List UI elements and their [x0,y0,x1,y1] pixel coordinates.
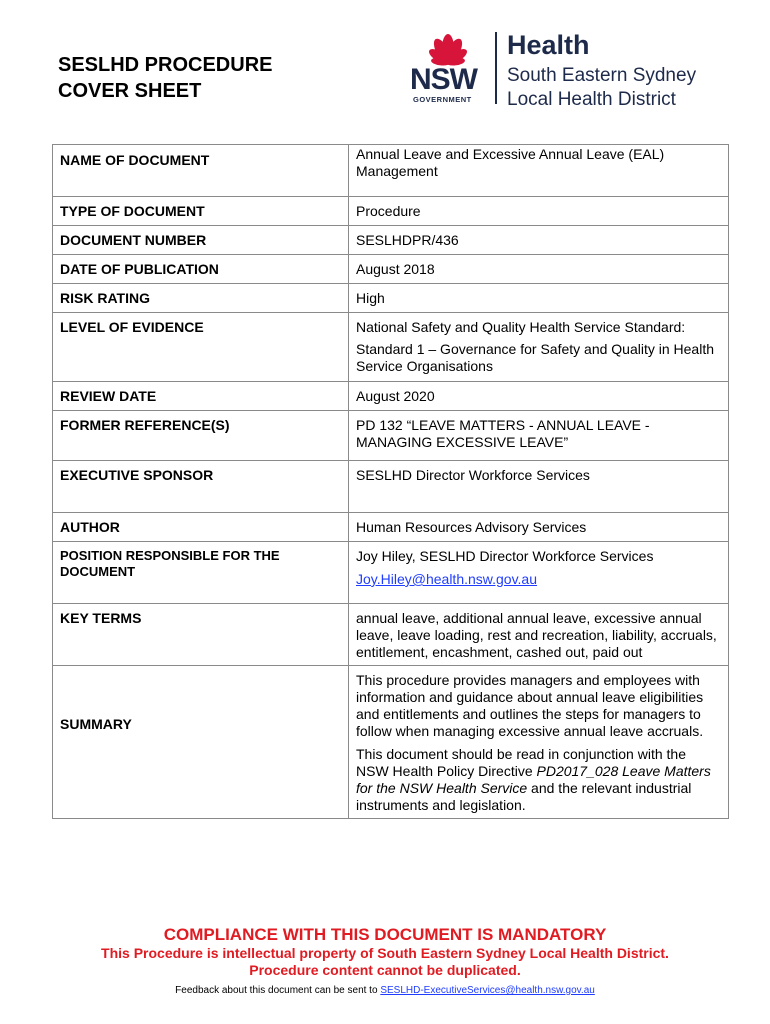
policy-directive-title: PD2017_028 Leave Matters for the NSW Health Service [356,763,711,796]
table-row [53,226,729,255]
waratah-logo-icon [408,28,488,66]
table-row [53,313,729,382]
row-label: EXECUTIVE SPONSOR [53,461,349,513]
government-wordmark: GOVERNMENT [413,95,472,104]
table-row [53,461,729,513]
row-value: PD 132 “LEAVE MATTERS - ANNUAL LEAVE - MANAGING EXCESSIVE LEAVE” [349,411,729,461]
row-label: DOCUMENT NUMBER [53,226,349,255]
table-row [53,411,729,461]
ip-notice-line-1: This Procedure is intellectual property of South Eastern Sydney Local Health District. [101,945,669,961]
row-value: Procedure [349,197,729,226]
row-label: REVIEW DATE [53,382,349,411]
title-line-1: SESLHD PROCEDURE [58,54,273,76]
row-value: Annual Leave and Excessive Annual Leave (EAL) Management [349,145,729,197]
row-label: DATE OF PUBLICATION [53,255,349,284]
table-row [53,284,729,313]
row-value: High [349,284,729,313]
row-value: Human Resources Advisory Services [349,513,729,542]
row-value: SESLHDPR/436 [349,226,729,255]
row-value: SESLHD Director Workforce Services [349,461,729,513]
compliance-notice: COMPLIANCE WITH THIS DOCUMENT IS MANDATORY [163,925,607,944]
table-row [53,666,729,819]
row-label: FORMER REFERENCE(S) [53,411,349,461]
row-label: SUMMARY [53,666,349,819]
position-email-link[interactable]: Joy.Hiley@health.nsw.gov.au [356,571,538,587]
row-label: POSITION RESPONSIBLE FOR THE DOCUMENT [53,542,349,604]
position-holder: Joy Hiley, SESLHD Director Workforce Services [356,548,654,564]
row-value [349,313,729,382]
table-row [53,382,729,411]
summary-text: and the relevant industrial instruments and legislation. [356,780,692,813]
logo-divider [495,32,497,104]
district-name [507,64,696,112]
page-title [58,52,272,104]
row-label: AUTHOR [53,513,349,542]
feedback-email-link[interactable]: SESLHD-ExecutiveServices@health.nsw.gov.au [380,985,595,996]
table-row [53,145,729,197]
row-label: KEY TERMS [53,604,349,666]
district-line-2: Local Health District [507,89,676,110]
ip-notice [0,945,770,979]
district-line-1: South Eastern Sydney [507,65,697,86]
row-label: NAME OF DOCUMENT [53,145,349,197]
row-label: TYPE OF DOCUMENT [53,197,349,226]
feedback-line [0,985,770,996]
feedback-text: Feedback about this document can be sent to [175,985,381,996]
summary-paragraph-1: This procedure provides managers and employees with information and guidance about annual leave eligibilities and entitlements and outlines the steps for managers to follow when managing excessive annual leave accruals. [356,672,704,739]
row-value [349,542,729,604]
table-row [53,513,729,542]
health-wordmark: Health [507,30,590,60]
evidence-detail: Standard 1 – Governance for Safety and Quality in Health Service Organisations [356,341,714,374]
table-row [53,542,729,604]
evidence-standard: National Safety and Quality Health Service Standard: [356,319,686,335]
summary-paragraph-2 [356,746,722,814]
cover-sheet-table [52,144,729,819]
title-line-2: COVER SHEET [58,80,202,102]
row-label: RISK RATING [53,284,349,313]
table-row [53,255,729,284]
table-row [53,604,729,666]
table-row [53,197,729,226]
row-label: LEVEL OF EVIDENCE [53,313,349,382]
row-value: August 2018 [349,255,729,284]
row-value: annual leave, additional annual leave, excessive annual leave, leave loading, rest and recreation, liability, accruals, entitlement, encashment, cashed out, paid out [349,604,729,666]
nsw-wordmark: NSW [410,63,477,96]
ip-notice-line-2: Procedure content cannot be duplicated. [249,962,521,978]
row-value [349,666,729,819]
row-value: August 2020 [349,382,729,411]
summary-text: This document should be read in conjunction with the NSW Health Policy Directive [356,746,686,779]
